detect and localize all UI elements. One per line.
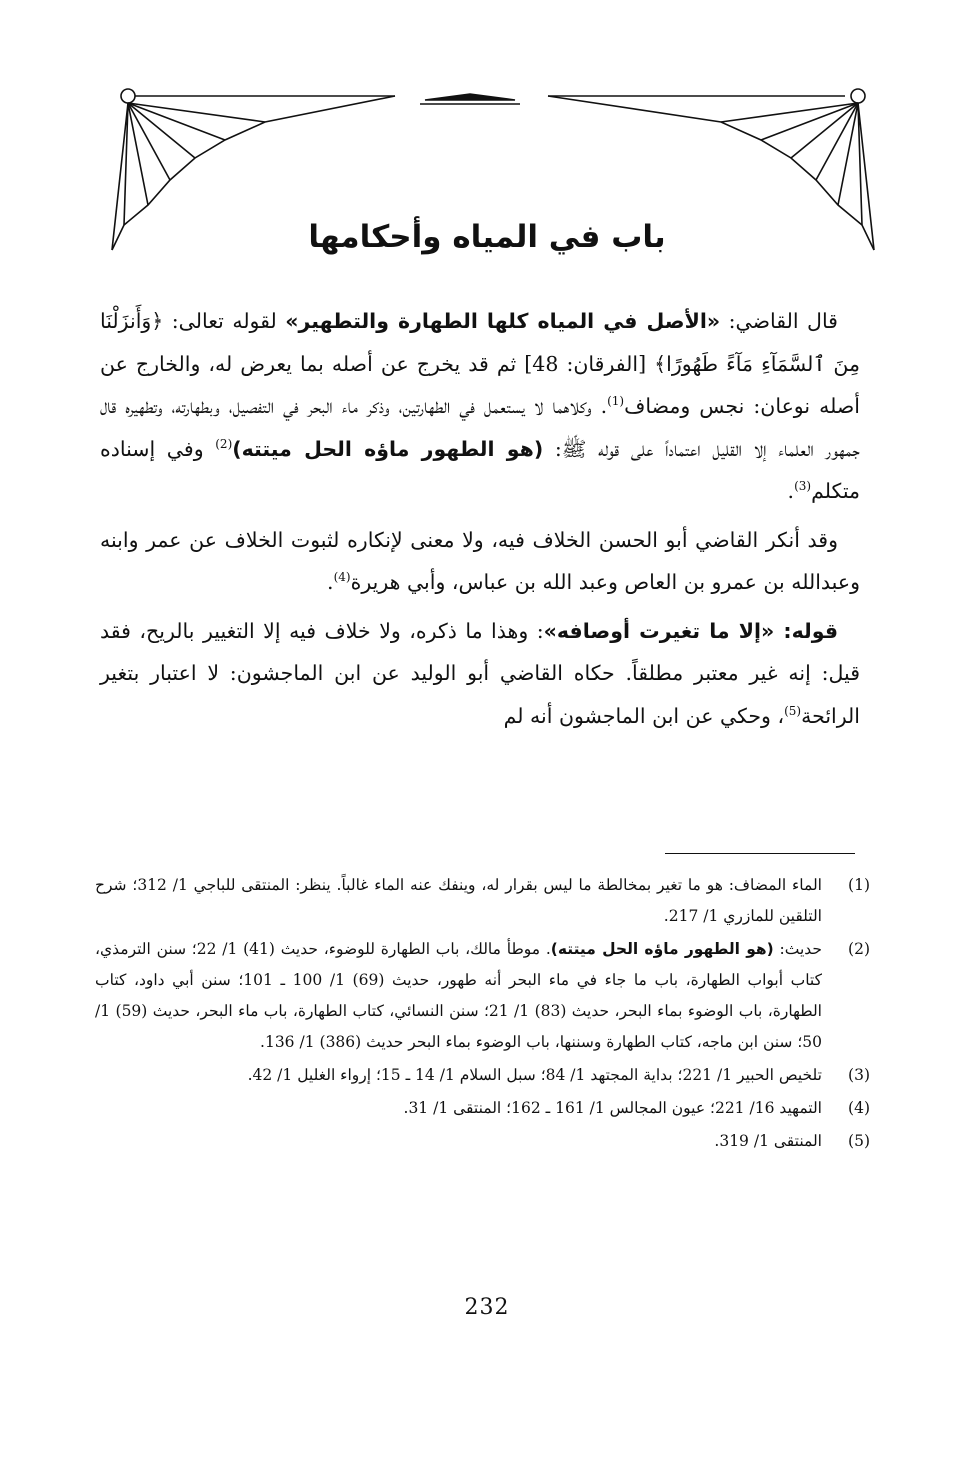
page-number: 232 xyxy=(464,1295,510,1320)
bold-quote: «إلا ما تغيرت أوصافه» xyxy=(543,618,775,643)
footnote-number: (5) xyxy=(848,1132,870,1150)
footnote-5 xyxy=(95,1126,870,1157)
text-run: [الفرقان: 48] ثم قد يخرج عن أصله بما يعرض له، والخارج عن أصله نوعان: نجس ومضاف xyxy=(100,351,860,418)
footnote-3 xyxy=(95,1060,870,1091)
footnotes xyxy=(95,870,870,1159)
text-run: حديث: xyxy=(773,940,822,958)
speaker: قال القاضي: xyxy=(720,309,838,333)
text-run: . xyxy=(787,479,795,503)
text-run: ، وحكي عن ابن الماجشون أنه لم xyxy=(503,703,785,728)
paragraph-3 xyxy=(100,610,860,738)
footnote-4 xyxy=(95,1093,870,1124)
footnote-1 xyxy=(95,870,870,932)
footnote-ref-4[interactable]: (4) xyxy=(333,570,351,585)
text-run: لقوله تعالى: xyxy=(163,309,286,333)
hadith-quote: (هو الطهور ماؤه الحل ميتته) xyxy=(232,436,544,461)
main-text xyxy=(100,300,860,743)
text-run: : وهذا ما ذكره، ولا خلاف فيه إلا التغيير بالريح، فقد قيل: إنه غير معتبر مطلقاً. حكاه القاضي أبو الوليد عن ابن الماجشون: لا اعتبار بتغير الرائحة xyxy=(100,618,860,728)
footnote-ref-2[interactable]: (2) xyxy=(215,436,233,451)
footnote-number: (3) xyxy=(848,1066,870,1084)
text-run: . وكلاهما لا يستعمل في الطهارتين، وذكر ماء البحر في التفصيل، وبطهارته، وتطهيره قال جمهور العلماء إلا القليل اعتماداً على قوله ﷺ: xyxy=(100,394,860,461)
paragraph-1 xyxy=(100,300,860,513)
text-run: وفي إسناده متكلم xyxy=(100,436,860,503)
text-run: . موطأ مالك، باب الطهارة للوضوء، حديث (41) 1/ 22؛ سنن الترمذي، كتاب أبواب الطهارة، باب ما جاء في ماء البحر أنه طهور، حديث (69) 1/ 100 ـ 101؛ سنن أبي داود، كتاب الطهارة، باب الوضوء بماء البحر، حديث (83) 1/ 21؛ سنن النسائي، كتاب الطهارة، باب ماء البحر، حديث (59) 1/ 50؛ سنن ابن ماجه، كتاب الطهارة وسننها، باب الوضوء بماء البحر حديث (386) 1/ 136. xyxy=(95,940,822,1051)
chapter-title: باب في المياه وأحكامها xyxy=(308,219,666,255)
footnote-ref-3[interactable]: (3) xyxy=(794,479,812,494)
footnote-ref-5[interactable]: (5) xyxy=(784,703,802,718)
footnote-number: (2) xyxy=(848,940,870,958)
footnote-text: الماء المضاف: هو ما تغير بمخالطة ما ليس بقرار له، وينفك عنه الماء غالباً. ينظر: المنتقى للباجي 1/ 312؛ شرح التلقين للمازري 1/ 217. xyxy=(95,876,822,925)
paragraph-2 xyxy=(100,519,860,604)
footnote-ref-1[interactable]: (1) xyxy=(607,394,625,409)
footnote-number: (1) xyxy=(848,876,870,894)
lead-word: قوله: xyxy=(774,618,838,643)
bold-quote: «الأصل في المياه كلها الطهارة والتطهير» xyxy=(285,309,721,333)
hadith-quote: (هو الطهور ماؤه الحل ميتته) xyxy=(550,940,774,958)
text-run: وقد أنكر القاضي أبو الحسن الخلاف فيه، ولا معنى لإنكاره لثبوت الخلاف عن عمر وابنه وعبدالله بن عمرو بن العاص وعبد الله بن عباس، وأبي هريرة xyxy=(100,527,860,594)
footnote-2 xyxy=(95,934,870,1058)
quran-verse: ﴿وَأَنزَلْنَا مِنَ ٱلسَّمَآءِ مَآءً طَهُورًا﴾ xyxy=(100,309,860,376)
footnote-number: (4) xyxy=(848,1099,870,1117)
text-run: . xyxy=(327,570,334,594)
footnote-text xyxy=(95,934,822,1058)
footnote-text: تلخيص الحبير 1/ 221؛ بداية المجتهد 1/ 84؛ سبل السلام 1/ 14 ـ 15؛ إرواء الغليل 1/ 42. xyxy=(247,1066,822,1084)
footnote-divider xyxy=(665,853,855,854)
footnote-text: المنتقى 1/ 319. xyxy=(714,1132,822,1150)
footnote-text: التمهيد 16/ 221؛ عيون المجالس 1/ 161 ـ 162؛ المنتقى 1/ 31. xyxy=(403,1099,822,1117)
